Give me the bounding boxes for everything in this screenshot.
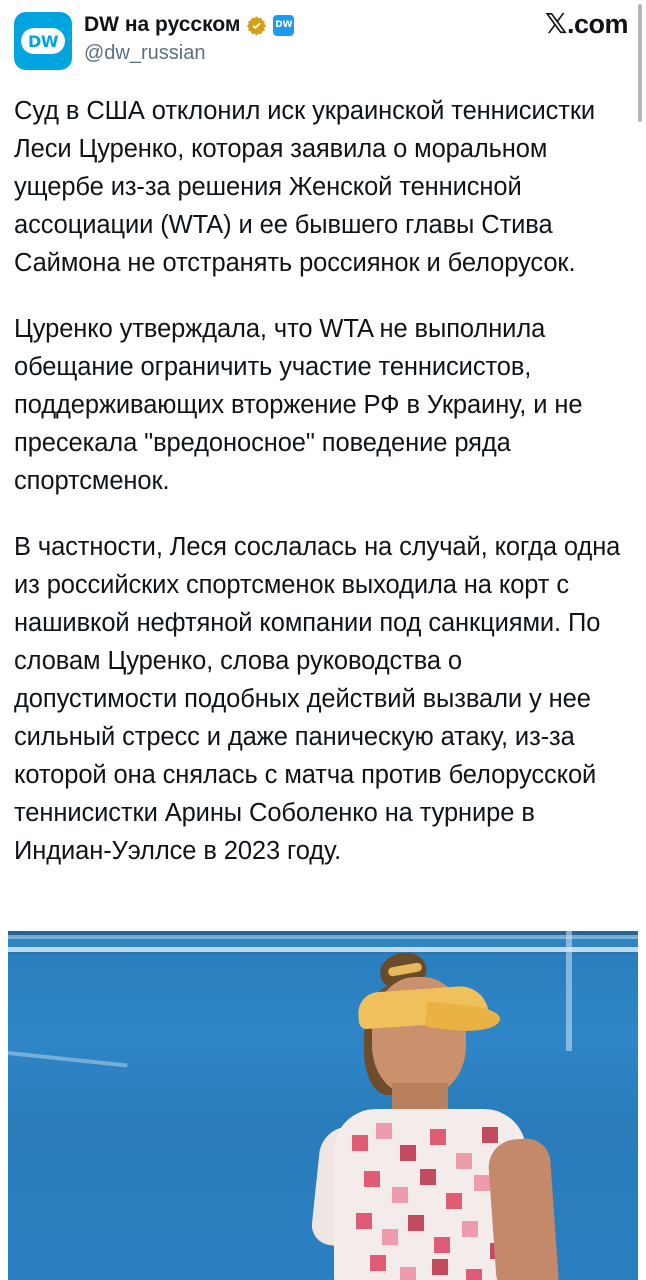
affiliate-badge-icon[interactable]: DW [273,15,294,36]
tweet-photo[interactable] [8,931,638,1280]
avatar-label: DW [21,28,65,54]
tweet-text [0,78,646,870]
account-name-row [84,12,294,38]
gold-verified-icon [246,15,267,36]
tweet-paragraph: Суд в США отклонил иск украинской теннисистки Леси Цуренко, которая заявила о моральном ущербе из-за решения Женской теннисной ассоциации (WTA) и ее бывшего главы Стива Саймона не отстранять россиянок и белорусок. [14,97,596,277]
court-line-upper [8,935,638,939]
player-right-arm [487,1137,559,1280]
avatar[interactable] [14,12,72,70]
account-display-name: DW на русском [84,13,241,36]
tweet-paragraph: Цуренко утверждала, что WTA не выполнила обещание ограничить участие теннисистов, поддерживающих вторжение РФ в Украину, и не пресекала "вредоносное" поведение ряда спортсменок. [14,315,583,495]
tweet-header [0,0,646,78]
x-logo-icon: 𝕏 [544,7,567,40]
scrollbar-thumb[interactable] [638,4,642,122]
tweet-paragraph: В частности, Леся сослалась на случай, когда одна из российских спортсменок выходила на корт с нашивкой нефтяной компании под санкциями. По словам Цуренко, слова руководства о допустимости подобных действий вызвали у нее сильный стресс и даже паническую атаку, из-за которой она снялась с матча против белорусской теннисистки Арины Соболенко на турнире в Индиан-Уэллсе в 2023 году. [14,533,621,865]
x-com-watermark [544,7,628,40]
scrollbar-track[interactable] [640,0,644,1280]
tennis-player-figure [276,951,576,1280]
account-info [84,10,294,66]
account-handle: @dw_russian [84,42,206,64]
domain-suffix: .com [566,9,628,39]
